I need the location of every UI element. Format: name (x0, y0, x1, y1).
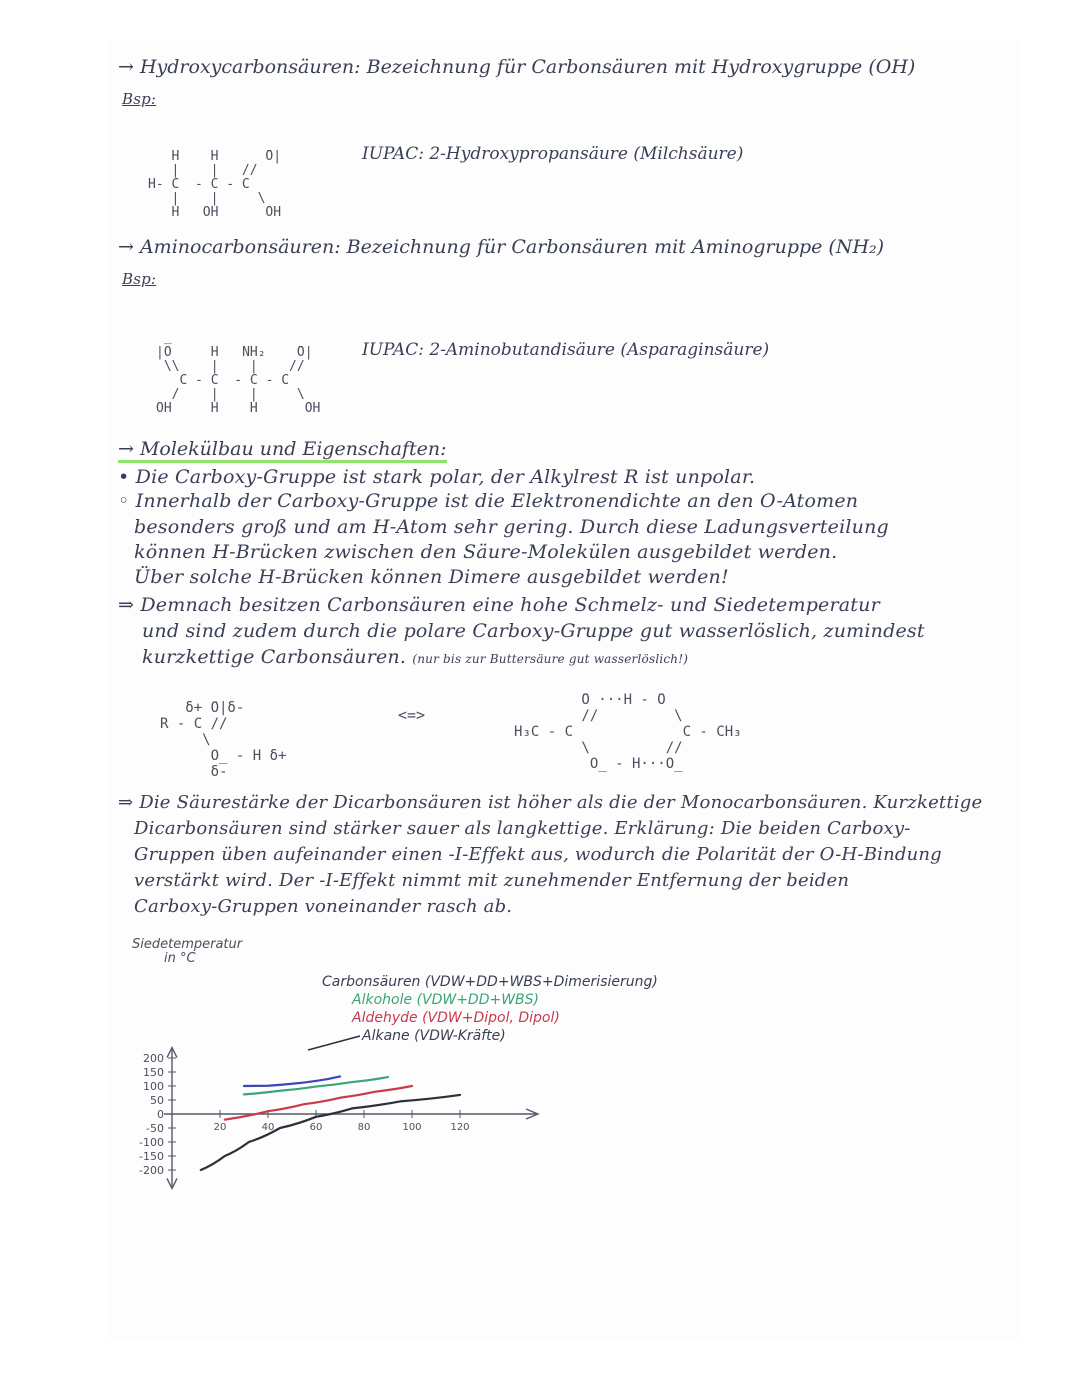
amino-heading: → Aminocarbonsäuren: Bezeichnung für Carbonsäuren mit Aminogruppe (NH₂) (118, 236, 885, 258)
dimer-formula (514, 676, 742, 788)
formula-line: R - C // (160, 716, 228, 732)
formula-line: δ+ ̄O|δ- (160, 700, 245, 716)
bullet-1-text: Die Carboxy-Gruppe ist stark polar, der Alkylrest R ist unpolar. (135, 466, 756, 488)
y-tick-label: 100 (143, 1080, 164, 1093)
acidity-line: verstärkt wird. Der -I-Effekt nimmt mit zunehmender Entfernung der beiden (134, 870, 850, 891)
acidity-line: Carboxy-Gruppen voneinander rasch ab. (134, 896, 513, 917)
structure-line: H H ̄O| (148, 149, 282, 164)
acidity-line: Dicarbonsäuren sind stärker sauer als langkettige. Erklärung: Die beiden Carboxy- (134, 818, 911, 839)
x-tick-label: 20 (213, 1122, 227, 1133)
equivalence-arrow: <=> (398, 706, 426, 724)
bullet-2: ◦ Innerhalb der Carboxy-Gruppe ist die Elektronendichte an den O-Atomen (118, 490, 859, 512)
y-tick-label: 150 (143, 1066, 164, 1079)
acidity-line: Gruppen üben aufeinander einen -I-Effekt aus, wodurch die Polarität der O-H-Bindung (134, 844, 942, 865)
text-line: besonders groß und am H-Atom sehr gering. Durch diese Ladungsverteilung (134, 516, 889, 538)
x-tick-label: 60 (309, 1122, 323, 1133)
structure-line: |O̅ H NH₂ ̄O| (156, 345, 313, 360)
structure-line: H OH OH (148, 205, 282, 220)
x-tick-label: 120 (450, 1122, 470, 1133)
conclusion-note: (nur bis zur Buttersäure gut wasserlöslich!) (412, 652, 689, 666)
boiling-point-chart (108, 926, 728, 1266)
y-tick-label: -50 (146, 1122, 164, 1135)
formula-line: ̄O ···H - ̄O (514, 692, 666, 708)
y-tick-label: 0 (157, 1108, 164, 1121)
conclusion-line: und sind zudem durch die polare Carboxy-Gruppe gut wasserlöslich, zumindest (142, 620, 925, 642)
molekuel-heading (118, 438, 447, 460)
structure-line: | | // (148, 163, 258, 178)
legend-entry: Alkane (VDW-Kräfte) (362, 1028, 506, 1044)
y-axis-label-unit: in °C (164, 951, 196, 966)
conclusion-line-text: kurzkettige Carbonsäuren. (142, 646, 407, 668)
amino-bsp-label: Bsp: (122, 270, 157, 288)
structure-line: \\ | | // (156, 359, 305, 374)
x-tick-label: 100 (402, 1122, 422, 1133)
x-tick-label: 40 (261, 1122, 275, 1133)
structure-line: H- C - C - C (148, 177, 250, 192)
hydroxy-structure (148, 136, 281, 234)
y-tick-label: -150 (139, 1150, 164, 1163)
y-tick-label: 200 (143, 1052, 164, 1065)
amino-structure (156, 332, 320, 430)
amino-iupac: IUPAC: 2-Aminobutandisäure (Asparaginsäure) (362, 340, 770, 360)
conclusion-line: ⇒ Demnach besitzen Carbonsäuren eine hohe Schmelz- und Siedetemperatur (118, 594, 880, 616)
legend-entry: Carbonsäuren (VDW+DD+WBS+Dimerisierung) (322, 974, 658, 990)
legend-entry: Aldehyde (VDW+Dipol, Dipol) (352, 1010, 560, 1026)
acidity-line: ⇒ Die Säurestärke der Dicarbonsäuren ist höher als die der Monocarbonsäuren. Kurzkettige (118, 792, 983, 813)
formula-line: O̲ - H···O̲ (514, 756, 683, 772)
formula-line: \ // (514, 740, 683, 756)
hydroxy-bsp-label: Bsp: (122, 90, 157, 108)
structure-line: / | | \ (156, 387, 305, 402)
legend-pointer (308, 1036, 360, 1050)
text-line: Über solche H-Brücken können Dimere ausgebildet werden! (134, 566, 729, 588)
hydroxy-heading: → Hydroxycarbonsäuren: Bezeichnung für Carbonsäuren mit Hydroxygruppe (OH) (118, 56, 916, 78)
formula-line: \ (160, 732, 211, 748)
bullet-2-text: Innerhalb der Carboxy-Gruppe ist die Elektronendichte an den O-Atomen (135, 490, 859, 512)
y-tick-label: 50 (150, 1094, 164, 1107)
legend-entry: Alkohole (VDW+DD+WBS) (352, 992, 540, 1008)
hydroxy-iupac: IUPAC: 2-Hydroxypropansäure (Milchsäure) (362, 144, 744, 164)
structure-line: | | \ (148, 191, 266, 206)
carboxy-group-formula (160, 684, 286, 796)
bullet-1: • Die Carboxy-Gruppe ist stark polar, der Alkylrest R ist unpolar. (118, 466, 756, 488)
y-axis-label: Siedetemperatur in °C (132, 937, 243, 966)
formula-line: O̲ - H δ+ (160, 748, 287, 764)
formula-line: H₃C - C C - CH₃ (514, 724, 742, 740)
molekuel-heading-text: → Molekülbau und Eigenschaften: (118, 438, 447, 463)
formula-line: δ- (160, 764, 228, 780)
x-tick-label: 80 (357, 1122, 371, 1133)
y-tick-label: -100 (139, 1136, 164, 1149)
conclusion-line (142, 646, 688, 668)
text-line: können H-Brücken zwischen den Säure-Molekülen ausgebildet werden. (134, 541, 838, 563)
y-tick-label: -200 (139, 1164, 164, 1177)
chart-legend (308, 974, 658, 1050)
structure-line: C - C - C - C (156, 373, 290, 388)
structure-line: OH H H OH (156, 401, 321, 416)
formula-line: // \ (514, 708, 683, 724)
